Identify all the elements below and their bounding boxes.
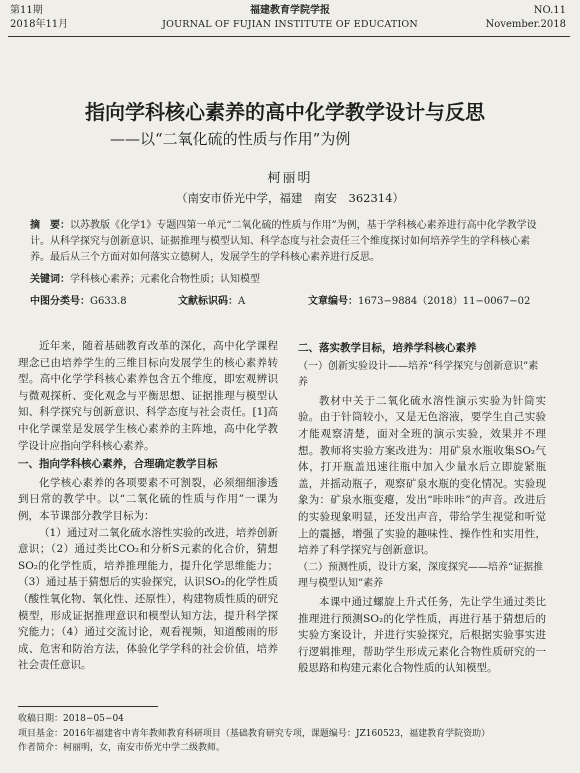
art-label: 文章编号： [308, 296, 358, 307]
right-column [298, 338, 546, 677]
subsection-heading-2: （二）预测性质，设计方案，深度探究——培养“证据推理与模型认知”素养 [298, 561, 544, 590]
author-bio: 作者简介：柯丽明，女，南安市侨光中学二级教师。 [18, 743, 226, 753]
clc-label: 中图分类号： [30, 296, 90, 307]
body-paragraph: 化学核心素养的各项要素不可割裂，必须细细渗透到日常的教学中。以“二氧化硫的性质与作用”一课为例，本节课部分教学目标为： [18, 476, 278, 522]
subsection-heading-1: （一）创新实验设计——培养“科学探究与创新意识”素养 [298, 360, 539, 389]
section-heading-2: 二、落实教学目标，培养学科核心素养 [298, 342, 477, 354]
left-column [18, 338, 278, 674]
body-paragraph: 教材中关于二氧化硫水溶性演示实验为针筒实验。由于针筒较小，又是无色溶液，要学生自己实验才能观察清楚，面对全班的演示实验，效果并不理想。教师将实验方案改进为：用矿泉水瓶收集SO₂气体，打开瓶盖迅速往瓶中加入少量水后立即旋紧瓶盖，并摇动瓶子，观察矿泉水瓶的变化情况。实验现象为：矿泉水瓶变瘪，发出“咔咔咔”的声音。改进后的实验现象明显，还发出声音，带给学生视觉和听觉上的震撼，增强了实验的趣味性、操作性和实用性，培养了科学探究与创新意识。 [298, 394, 546, 557]
issue-number-en: NO.11 [533, 5, 566, 16]
footnotes [18, 712, 560, 756]
header-rule [8, 36, 570, 37]
issue-date-en: November.2018 [485, 19, 566, 30]
art-value: 1673−9884（2018）11−0067−02 [358, 296, 531, 307]
classification-line [30, 292, 548, 306]
section-heading-1: 一、指向学科核心素养，合理确定教学目标 [18, 458, 218, 471]
keywords-text: 学科核心素养；元素化合物性质；认知模型 [70, 274, 260, 285]
received-date: 收稿日期：2018−05−04 [18, 714, 124, 724]
abstract-label: 摘 要： [30, 220, 70, 231]
article-number [308, 292, 530, 307]
keywords-label: 关键词： [30, 274, 70, 285]
body-paragraph: 本课中通过螺旋上升式任务，先让学生通过类比推理进行预测SO₂的化学性质，再进行基于猜想后的实验方案设计，并进行实验探究，后根据实验事实进行逻辑推理，帮助学生形成元素化合物性质研究的一般思路和构建元素化合物性质的认知模型。 [298, 595, 546, 675]
doc-code [178, 292, 245, 307]
journal-name-cn: 福建教育学院学报 [250, 5, 330, 16]
project-fund: 项目基金：2016年福建省中青年教师教育科研项目（基础教育研究专项，课题编号：JZ160523，福建教育学院资助） [18, 728, 491, 739]
issue-number: 第11期 [10, 5, 43, 16]
author-name: 柯丽明 [267, 171, 313, 186]
abstract [30, 218, 548, 266]
footnote-rule [18, 706, 158, 707]
article-title: 指向学科核心素养的高中化学教学设计与反思 [85, 100, 485, 124]
journal-header [130, 4, 450, 32]
doc-value: A [238, 296, 246, 307]
intro-paragraph: 近年来，随着基础教育改革的深化，高中化学课程理念已由培养学生的三维目标向发展学生的核心素养转型。高中化学学科核心素养包含五个维度，即宏观辨识与微观探析、变化观念与平衡思想、证据推理与模型认知、科学探究与创新意识、科学态度与社会责任。[1]高中化学课堂是发展学生核心素养的主阵地，高中化学教学设计应指向学科核心素养。 [18, 340, 278, 452]
issue-info-en [486, 4, 566, 32]
clc-value: G633.8 [90, 296, 127, 307]
objectives-paragraph: （1）通过对二氧化硫水溶性实验的改进，培养创新意识；（2）通过类比CO₂和分析S元素的化合价，猜想SO₂的化学性质，培养推理能力，提升化学思维能力；（3）通过基于猜想后的实验探究，认识SO₂的化学性质（酸性氧化物、氧化性、还原性），构建物质性质的研究模型，形成证据推理意识和模型认知方法，提升科学探究能力；（4）通过交流讨论，观看视频，知道酸雨的形成、危害和防治方法，体验化学学科的社会价值，培养社会责任意识。 [18, 526, 278, 672]
issue-info [10, 4, 68, 32]
doc-label: 文献标识码： [178, 296, 238, 307]
journal-name-en: JOURNAL OF FUJIAN INSTITUTE OF EDUCATION [162, 19, 418, 30]
abstract-text: 以苏教版《化学1》专题四第一单元“二氧化硫的性质与作用”为例，基于学科核心素养进行高中化学教学设计。从科学探究与创新意识、证据推理与模型认知、科学态度与社会责任三个维度探讨如何培养学生的学科核心素养。最后从三个方面对如何落实立德树人，发展学生的学科核心素养进行反思。 [30, 220, 537, 263]
keywords [30, 270, 260, 285]
author-affiliation: （南安市侨光中学，福建 南安 362314） [176, 191, 404, 205]
clc-code [30, 292, 127, 307]
article-subtitle: ——以“二氧化硫的性质与作用”为例 [110, 130, 351, 148]
issue-date: 2018年11月 [10, 19, 69, 30]
